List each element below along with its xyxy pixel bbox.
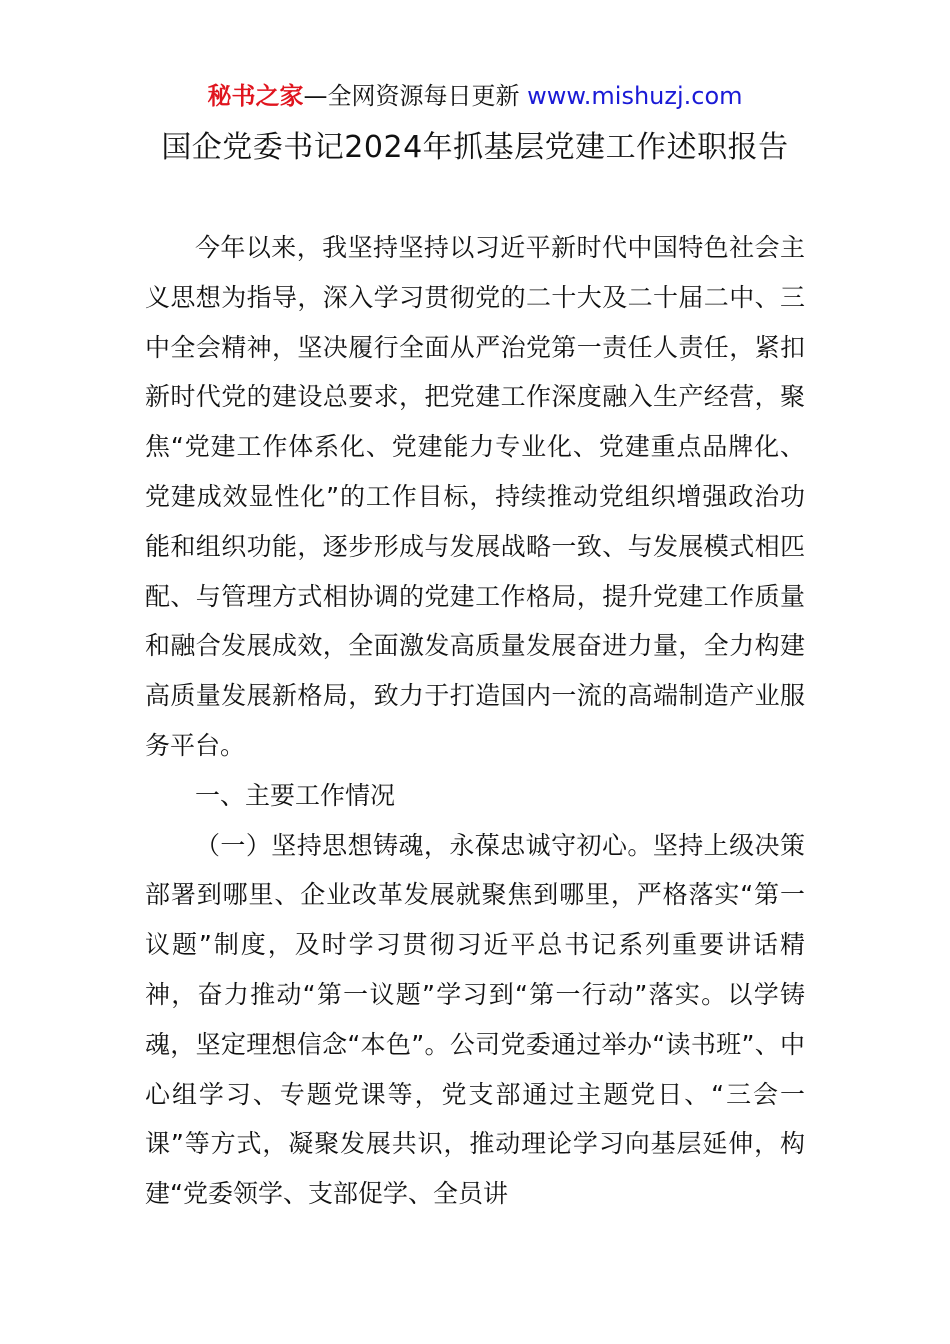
section-heading-main-work: 一、主要工作情况 [195,780,396,810]
site-url-link[interactable]: www.mishuzj.com [527,82,743,110]
document-body [145,223,805,1219]
site-tagline: —全网资源每日更新 [303,82,520,110]
document-title: 国企党委书记2024年抓基层党建工作述职报告 [161,130,789,165]
site-brand: 秘书之家 [207,82,304,110]
intro-paragraph: 今年以来，我坚持坚持以习近平新时代中国特色社会主义思想为指导，深入学习贯彻党的二十大及二十届二中、三中全会精神，坚决履行全面从严治党第一责任人责任，紧扣新时代党的建设总要求，把党建工作深度融入生产经营，聚焦“党建工作体系化、党建能力专业化、党建重点品牌化、党建成效显性化”的工作目标，持续推动党组织增强政治功能和组织功能，逐步形成与发展战略一致、与发展模式相匹配、与管理方式相协调的党建工作格局，提升党建工作质量和融合发展成效，全面激发高质量发展奋进力量，全力构建高质量发展新格局，致力于打造国内一流的高端制造产业服务平台。 [145,233,805,760]
site-banner [0,80,950,112]
subsection-paragraph-1: （一）坚持思想铸魂，永葆忠诚守初心。坚持上级决策部署到哪里、企业改革发展就聚焦到哪里，严格落实“第一议题”制度，及时学习贯彻习近平总书记系列重要讲话精神，奋力推动“第一议题”学习到“第一行动”落实。以学铸魂，坚定理想信念“本色”。公司党委通过举办“读书班”、中心组学习、专题党课等，党支部通过主题党日、“三会一课”等方式，凝聚发展共识，推动理论学习向基层延伸，构建“党委领学、支部促学、全员讲 [145,830,805,1209]
